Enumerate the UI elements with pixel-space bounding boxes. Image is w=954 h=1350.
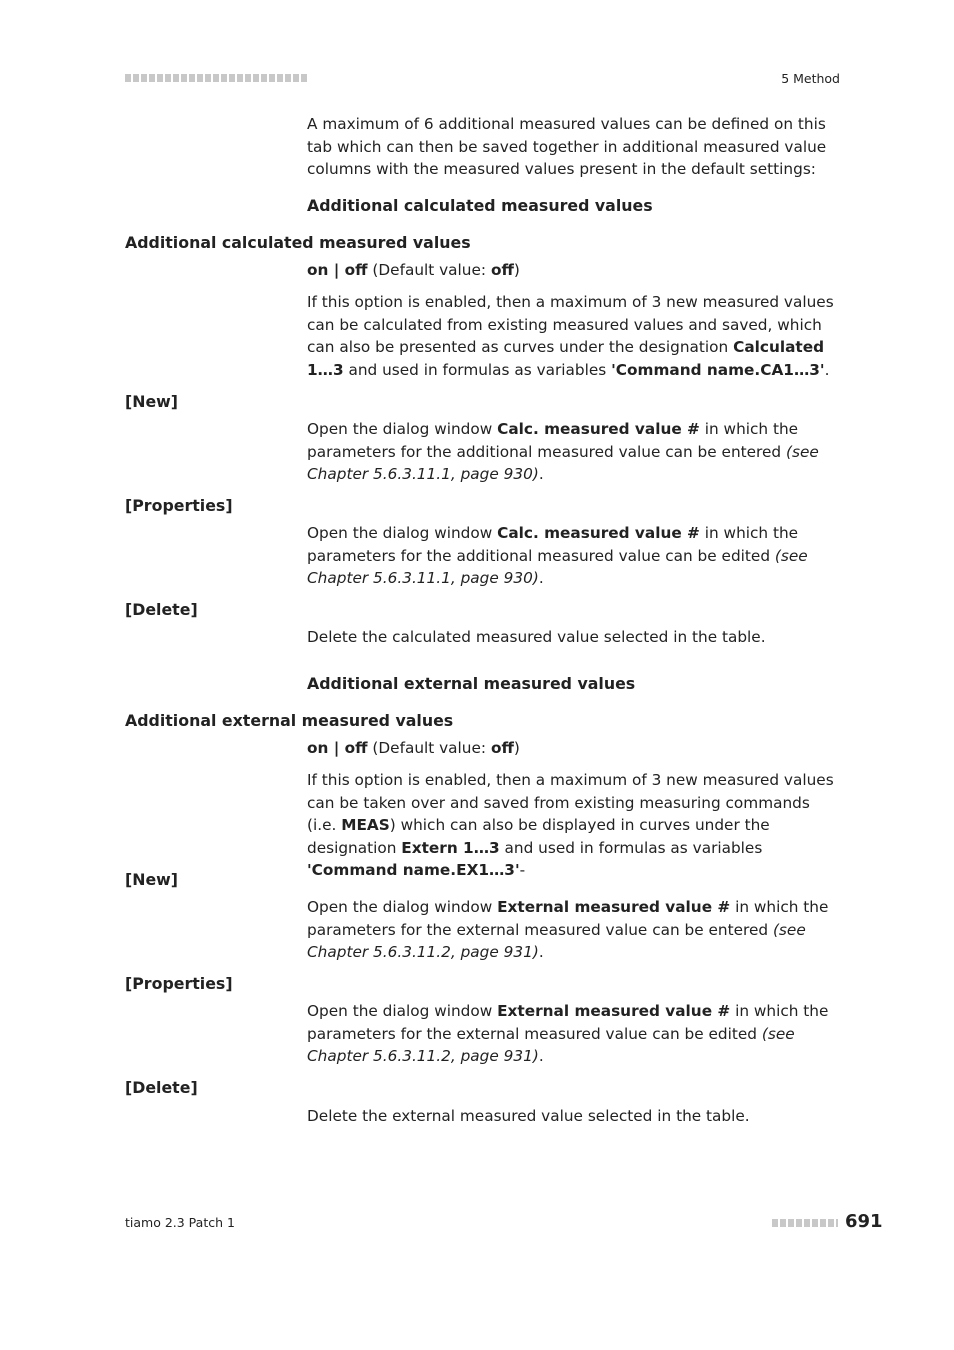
ext-properties-ref[interactable]: (see Chapter 5.6.3.11.2, page 931) bbox=[307, 1024, 795, 1066]
ext-delete-label: [Delete] bbox=[125, 1078, 198, 1097]
calc-new-text: Open the dialog window Calc. measured value # in which the parameters for the additional measured value can be entered (see Chapter 5.6.3.11.1, page 930). bbox=[307, 420, 819, 484]
page-number: 691 bbox=[845, 1211, 883, 1232]
ext-new-ref[interactable]: (see Chapter 5.6.3.11.2, page 931) bbox=[307, 920, 806, 962]
calc-new-label: [New] bbox=[125, 392, 178, 411]
calc-properties-ref[interactable]: (see Chapter 5.6.3.11.1, page 930) bbox=[307, 546, 808, 588]
ext-new-text: Open the dialog window External measured value # in which the parameters for the external measured value can be entered (see Chapter 5.6.3.11.2, page 931). bbox=[307, 898, 829, 962]
header-section: 5 Method bbox=[781, 71, 840, 86]
calc-properties-text: Open the dialog window Calc. measured value # in which the parameters for the additional measured value can be edited (see Chapter 5.6.3.11.1, page 930). bbox=[307, 524, 808, 588]
ext-new-label: [New] bbox=[125, 870, 178, 889]
calc-heading: Additional calculated measured values bbox=[307, 196, 653, 215]
calc-delete-text: Delete the calculated measured value selected in the table. bbox=[307, 628, 766, 646]
ext-delete-text: Delete the external measured value selected in the table. bbox=[307, 1107, 750, 1125]
calc-default-line: on | off (Default value: off) bbox=[307, 261, 520, 279]
footer-decoration bbox=[772, 1219, 838, 1227]
calc-new-ref[interactable]: (see Chapter 5.6.3.11.1, page 930) bbox=[307, 442, 819, 484]
ext-properties-text: Open the dialog window External measured value # in which the parameters for the external measured value can be edited (see Chapter 5.6.3.11.2, page 931). bbox=[307, 1002, 829, 1066]
footer-product: tiamo 2.3 Patch 1 bbox=[125, 1215, 235, 1230]
calc-description: If this option is enabled, then a maximum of 3 new measured values can be calculated from existing measured values and saved, which can also be presented as curves under the designation Calculated 1…3 and used in formulas as variables 'Command name.CA1…3'. bbox=[307, 293, 834, 379]
ext-default-line: on | off (Default value: off) bbox=[307, 739, 520, 757]
ext-option-label: Additional external measured values bbox=[125, 711, 454, 730]
ext-description: If this option is enabled, then a maximum of 3 new measured values can be taken over and saved from existing measuring commands (i.e. MEAS) which can also be displayed in curves under the designation Extern 1…3 and used in formulas as variables 'Command name.EX1…3'- bbox=[307, 771, 834, 880]
calc-option-label: Additional calculated measured values bbox=[125, 233, 471, 252]
calc-delete-label: [Delete] bbox=[125, 600, 198, 619]
ext-properties-label: [Properties] bbox=[125, 974, 233, 993]
intro-paragraph: A maximum of 6 additional measured values can be defined on this tab which can then be saved together in additional measured value columns with the measured values present in the default settings: bbox=[307, 115, 827, 179]
ext-heading: Additional external measured values bbox=[307, 674, 636, 693]
calc-properties-label: [Properties] bbox=[125, 496, 233, 515]
header-decoration bbox=[125, 74, 307, 82]
